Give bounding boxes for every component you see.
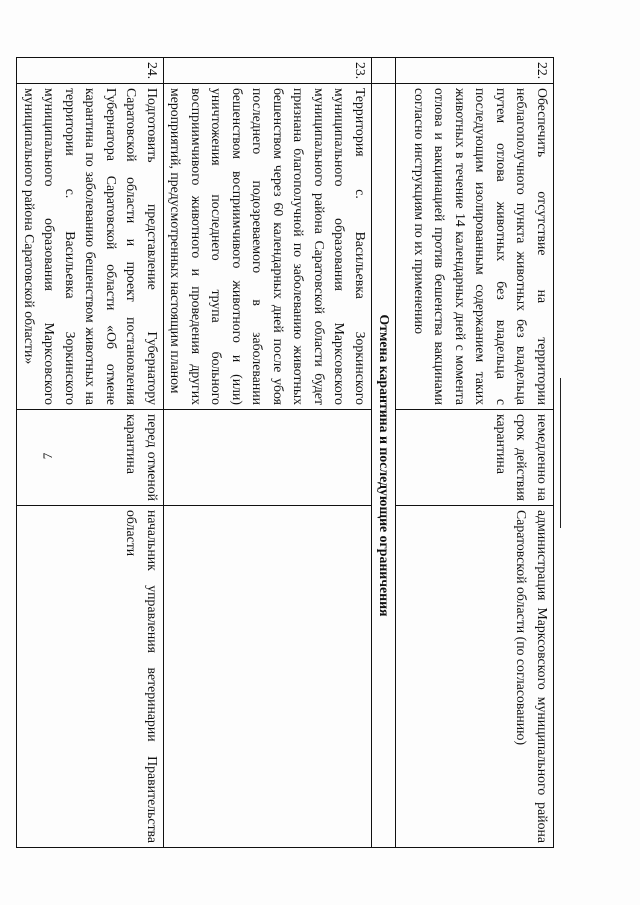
signature-line <box>560 378 561 528</box>
responsible-text <box>164 506 372 848</box>
action-text: Обеспечить отсутствие на территории неблагополучного пункта животных без владельца путем отлова животных без владельца с последующим изолированным содержанием таких животных в течение 14 календарных дней с момента отлова и вакцинацией против бешенства вакцинами согласно инструкциям по их применению <box>396 84 554 410</box>
deadline-text: немедленно на срок действия карантина <box>396 410 554 506</box>
responsible-text: администрация Марксовского муниципального района Саратовской области (по согласованию) <box>396 506 554 848</box>
row-number: 24. <box>17 58 164 84</box>
section-empty-cell <box>372 58 396 84</box>
table-row <box>164 58 372 848</box>
action-text: Территория с. Васильевка Зоркинского муниципального образования Марксовского муниципального района Саратовской области будет признана благополучной по заболеванию животных бешенством через 60 календарных дней после убоя последнего подозреваемого в заболевании бешенством восприимчивого животного и (или) уничтожения последнего трупа больного восприимчивого животного и проведения других мероприятий, предусмотренных настоящим планом <box>164 84 372 410</box>
deadline-text: перед отменой карантина <box>17 410 164 506</box>
row-number: 22. <box>396 58 554 84</box>
section-title: Отмена карантина и последующие ограничения <box>372 84 396 848</box>
rotated-page-content <box>22 57 554 847</box>
action-plan-table <box>17 57 555 848</box>
section-row <box>372 58 396 848</box>
page-number: 7 <box>40 452 55 460</box>
row-number: 23. <box>164 58 372 84</box>
table-row <box>17 58 164 848</box>
table-row <box>396 58 554 848</box>
responsible-text: начальник управления ветеринарии Правительства области <box>17 506 164 848</box>
action-text: Подготовить представление Губернатору Саратовской области и проект постановления Губернатора Саратовской области «Об отмене карантина по заболеванию бешенством животных на территории с. Васильевка Зоркинского муниципального образования Марксовского муниципального района Саратовской области» <box>17 84 164 410</box>
deadline-text <box>164 410 372 506</box>
